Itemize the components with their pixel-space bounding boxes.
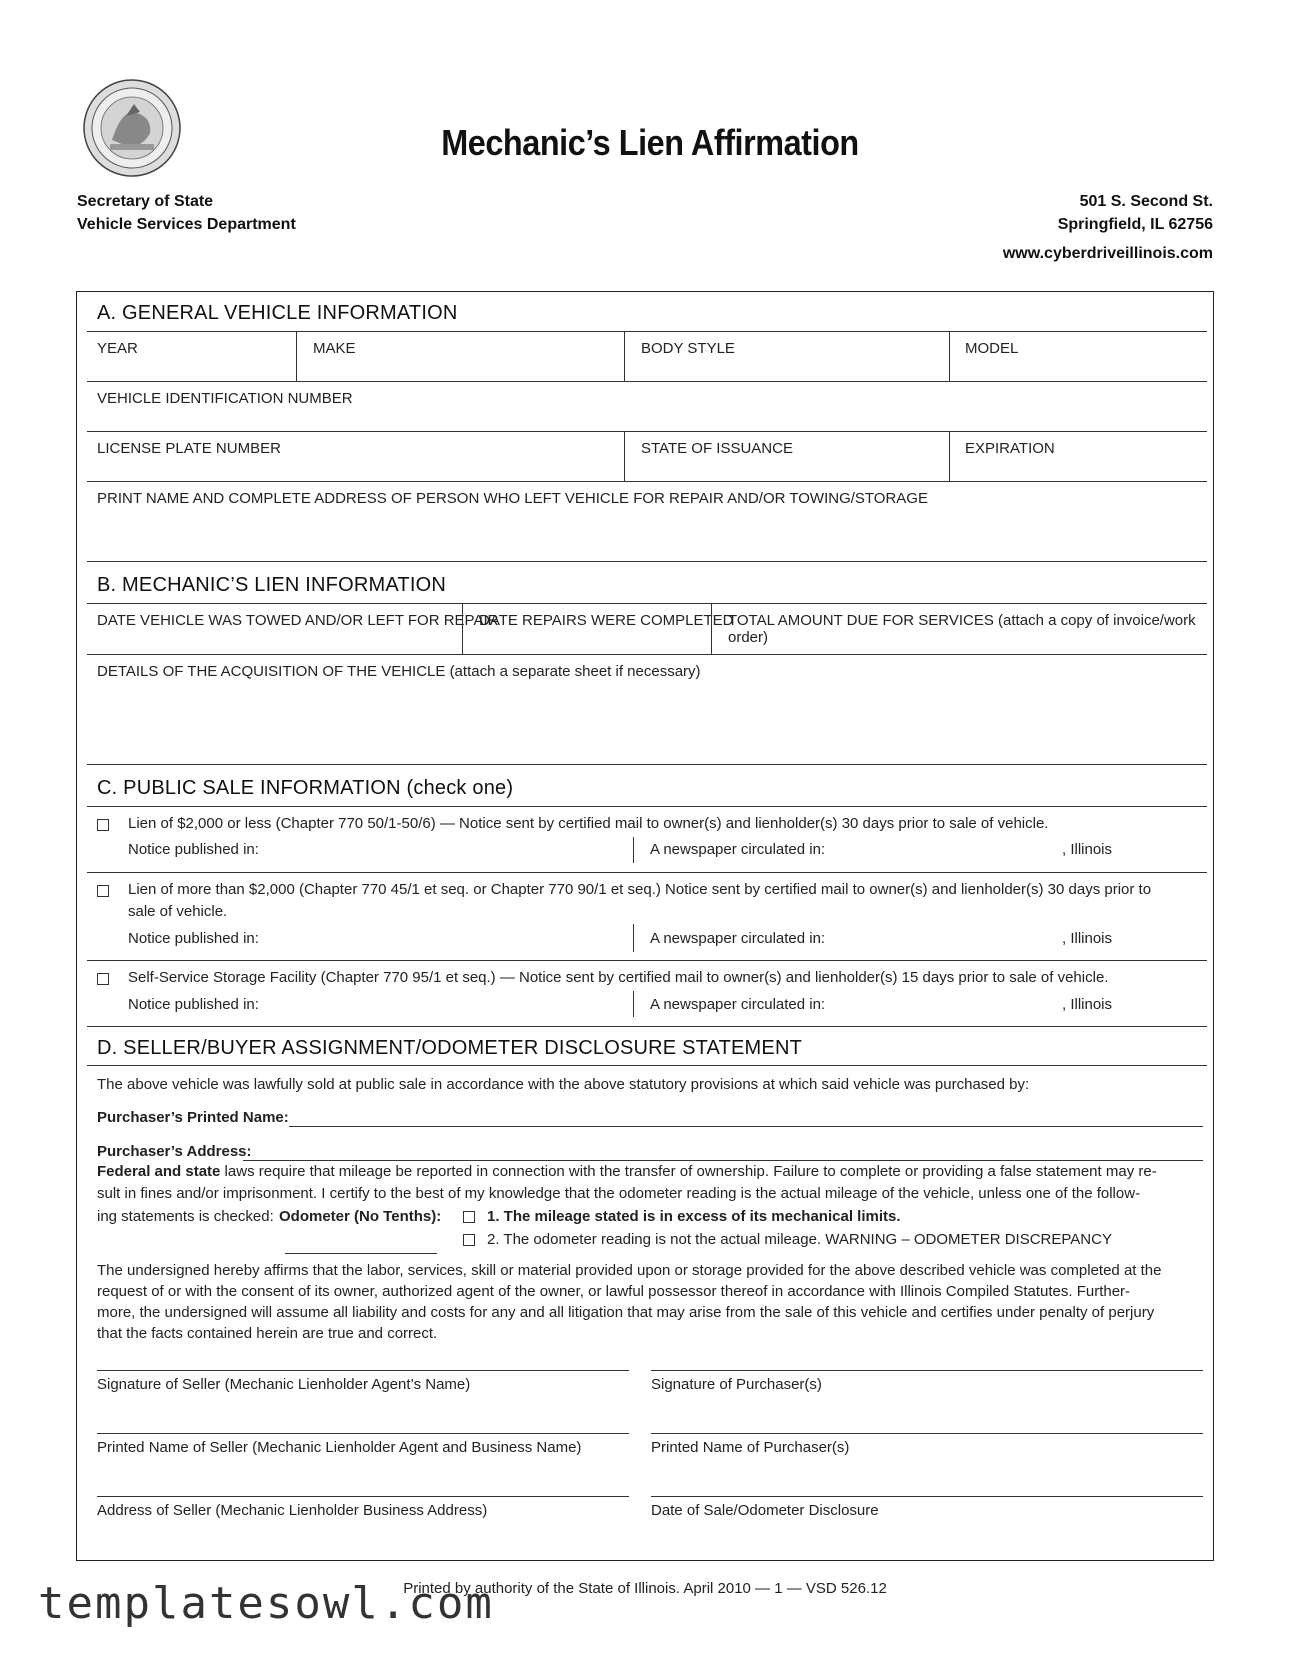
divider <box>87 1065 1207 1066</box>
lien-2000-or-less-checkbox[interactable] <box>97 819 109 831</box>
seller-signature-line[interactable] <box>97 1370 629 1371</box>
watermark: templatesowl.com <box>38 1578 494 1629</box>
expiration-field[interactable]: EXPIRATION <box>965 440 1055 457</box>
federal-law-text <box>97 1161 1207 1183</box>
divider <box>87 872 1207 873</box>
illinois-label: , Illinois <box>1062 930 1113 947</box>
sale-intro-text: The above vehicle was lawfully sold at public sale in accordance with the above statutory provisions at which said vehicle was purchased by: <box>97 1076 1030 1093</box>
year-field[interactable]: YEAR <box>97 340 138 357</box>
state-seal-icon <box>82 78 182 178</box>
odometer-discrepancy-checkbox[interactable] <box>463 1234 475 1246</box>
newspaper-label: A newspaper circulated in: <box>650 841 826 858</box>
date-of-sale-label: Date of Sale/Odometer Disclosure <box>651 1502 879 1519</box>
odo-option2-text: 2. The odometer reading is not the actual mileage. WARNING – ODOMETER DISCREPANCY <box>487 1231 1112 1248</box>
seller-printed-name-line[interactable] <box>97 1433 629 1434</box>
section-c-title: C. PUBLIC SALE INFORMATION (check one) <box>97 777 514 799</box>
self-service-storage-checkbox[interactable] <box>97 973 109 985</box>
purchaser-printed-name-line[interactable] <box>651 1433 1203 1434</box>
notice-published-label: Notice published in: <box>128 996 259 1013</box>
section-b-title: B. MECHANIC’S LIEN INFORMATION <box>97 574 446 596</box>
department-block <box>77 190 296 236</box>
divider <box>87 654 1207 655</box>
divider <box>711 603 712 654</box>
option3-text: Self-Service Storage Facility (Chapter 770 95/1 et seq.) — Notice sent by certified mail to owner(s) and lienholder(s) 15 days prior to sale of vehicle. <box>128 969 1109 986</box>
affirm-line3: more, the undersigned will assume all liability and costs for any and all litigation that may arise from the sale of this vehicle and certifies under penalty of perjury <box>97 1304 1155 1321</box>
divider <box>87 806 1207 807</box>
acquisition-details-field[interactable]: DETAILS OF THE ACQUISITION OF THE VEHICLE (attach a separate sheet if necessary) <box>97 663 701 680</box>
illinois-label: , Illinois <box>1062 996 1113 1013</box>
divider <box>87 381 1207 382</box>
section-d-title: D. SELLER/BUYER ASSIGNMENT/ODOMETER DISCLOSURE STATEMENT <box>97 1037 803 1059</box>
model-field[interactable]: MODEL <box>965 340 1019 357</box>
date-towed-field[interactable]: DATE VEHICLE WAS TOWED AND/OR LEFT FOR REPAIR <box>97 612 499 629</box>
newspaper-label: A newspaper circulated in: <box>650 996 826 1013</box>
vin-field[interactable]: VEHICLE IDENTIFICATION NUMBER <box>97 390 353 407</box>
divider <box>87 960 1207 961</box>
date-of-sale-line[interactable] <box>651 1496 1203 1497</box>
divider <box>624 431 625 481</box>
odo-option1-text: 1. The mileage stated is in excess of its mechanical limits. <box>487 1208 901 1225</box>
purchaser-name-input[interactable] <box>289 1126 1203 1127</box>
newspaper-label: A newspaper circulated in: <box>650 930 826 947</box>
federal-line2: sult in fines and/or imprisonment. I certify to the best of my knowledge that the odometer reading is the actual mileage of the vehicle, unless one of the follow- <box>97 1185 1141 1202</box>
divider <box>87 603 1207 604</box>
purchaser-name-label: Purchaser’s Printed Name: <box>97 1109 289 1126</box>
divider <box>87 1026 1207 1027</box>
affirm-line4: that the facts contained herein are true and correct. <box>97 1325 438 1342</box>
purchaser-printed-name-label: Printed Name of Purchaser(s) <box>651 1439 850 1456</box>
divider <box>296 331 297 381</box>
purchaser-signature-label: Signature of Purchaser(s) <box>651 1376 822 1393</box>
lien-more-than-2000-checkbox[interactable] <box>97 885 109 897</box>
divider <box>624 331 625 381</box>
purchaser-address-label: Purchaser’s Address: <box>97 1143 252 1160</box>
total-due-field[interactable]: TOTAL AMOUNT DUE FOR SERVICES (attach a copy of invoice/work order) <box>728 612 1196 646</box>
make-field[interactable]: MAKE <box>313 340 356 357</box>
divider <box>87 331 1207 332</box>
form-frame <box>76 291 1214 1561</box>
seller-address-line[interactable] <box>97 1496 629 1497</box>
dept-line1: Secretary of State <box>77 193 214 210</box>
license-plate-field[interactable]: LICENSE PLATE NUMBER <box>97 440 281 457</box>
purchaser-signature-line[interactable] <box>651 1370 1203 1371</box>
odometer-excess-checkbox[interactable] <box>463 1211 475 1223</box>
option1-text: Lien of $2,000 or less (Chapter 770 50/1-50/6) — Notice sent by certified mail to owner(s) and lienholder(s) 30 days prior to sale of vehicle. <box>128 815 1049 832</box>
person-name-address-field[interactable]: PRINT NAME AND COMPLETE ADDRESS OF PERSON WHO LEFT VEHICLE FOR REPAIR AND/OR TOWING/STORAGE <box>97 490 928 507</box>
addr-line2: Springfield, IL 62756 <box>1057 216 1213 233</box>
divider <box>949 331 950 381</box>
divider <box>87 431 1207 432</box>
federal-line3: ing statements is checked: <box>97 1208 274 1225</box>
seller-printed-name-label: Printed Name of Seller (Mechanic Lienholder Agent and Business Name) <box>97 1439 582 1456</box>
divider <box>633 837 634 863</box>
website-link[interactable]: www.cyberdriveillinois.com <box>1002 245 1213 262</box>
dept-line2: Vehicle Services Department <box>77 216 296 233</box>
option2-text-cont: sale of vehicle. <box>128 903 228 920</box>
divider <box>949 431 950 481</box>
notice-published-label: Notice published in: <box>128 841 259 858</box>
divider <box>462 603 463 654</box>
odometer-label: Odometer (No Tenths): <box>279 1208 442 1225</box>
seller-signature-label: Signature of Seller (Mechanic Lienholder Agent’s Name) <box>97 1376 471 1393</box>
federal-line1: laws require that mileage be reported in connection with the transfer of ownership. Failure to complete or providing a false statement may re- <box>220 1163 1157 1180</box>
divider <box>87 561 1207 562</box>
option2-text: Lien of more than $2,000 (Chapter 770 45/1 et seq. or Chapter 770 90/1 et seq.) Notice sent by certified mail to owner(s) and lienholder(s) 30 days prior to <box>128 881 1152 898</box>
notice-published-label: Notice published in: <box>128 930 259 947</box>
body-style-field[interactable]: BODY STYLE <box>641 340 735 357</box>
odometer-input[interactable] <box>285 1253 437 1254</box>
affirm-line2: request of or with the consent of its owner, authorized agent of the owner, or lawful possessor thereof in accordance with Illinois Compiled Statutes. Further- <box>97 1283 1131 1300</box>
state-of-issuance-field[interactable]: STATE OF ISSUANCE <box>641 440 793 457</box>
federal-bold: Federal and state <box>97 1163 221 1180</box>
divider <box>633 924 634 952</box>
address-block <box>1003 190 1213 265</box>
footer-text: Printed by authority of the State of Illinois. April 2010 — 1 — VSD 526.12 <box>403 1580 887 1597</box>
page-title: Mechanic’s Lien Affirmation <box>441 122 859 163</box>
date-completed-field[interactable]: DATE REPAIRS WERE COMPLETED <box>479 612 734 629</box>
illinois-label: , Illinois <box>1062 841 1113 858</box>
divider <box>87 481 1207 482</box>
affirm-line1: The undersigned hereby affirms that the labor, services, skill or material provided upon or storage provided for the above described vehicle was completed at the <box>97 1262 1162 1279</box>
divider <box>87 764 1207 765</box>
divider <box>633 991 634 1017</box>
section-a-title: A. GENERAL VEHICLE INFORMATION <box>97 302 458 324</box>
addr-line1: 501 S. Second St. <box>1079 193 1213 210</box>
seller-address-label: Address of Seller (Mechanic Lienholder Business Address) <box>97 1502 488 1519</box>
